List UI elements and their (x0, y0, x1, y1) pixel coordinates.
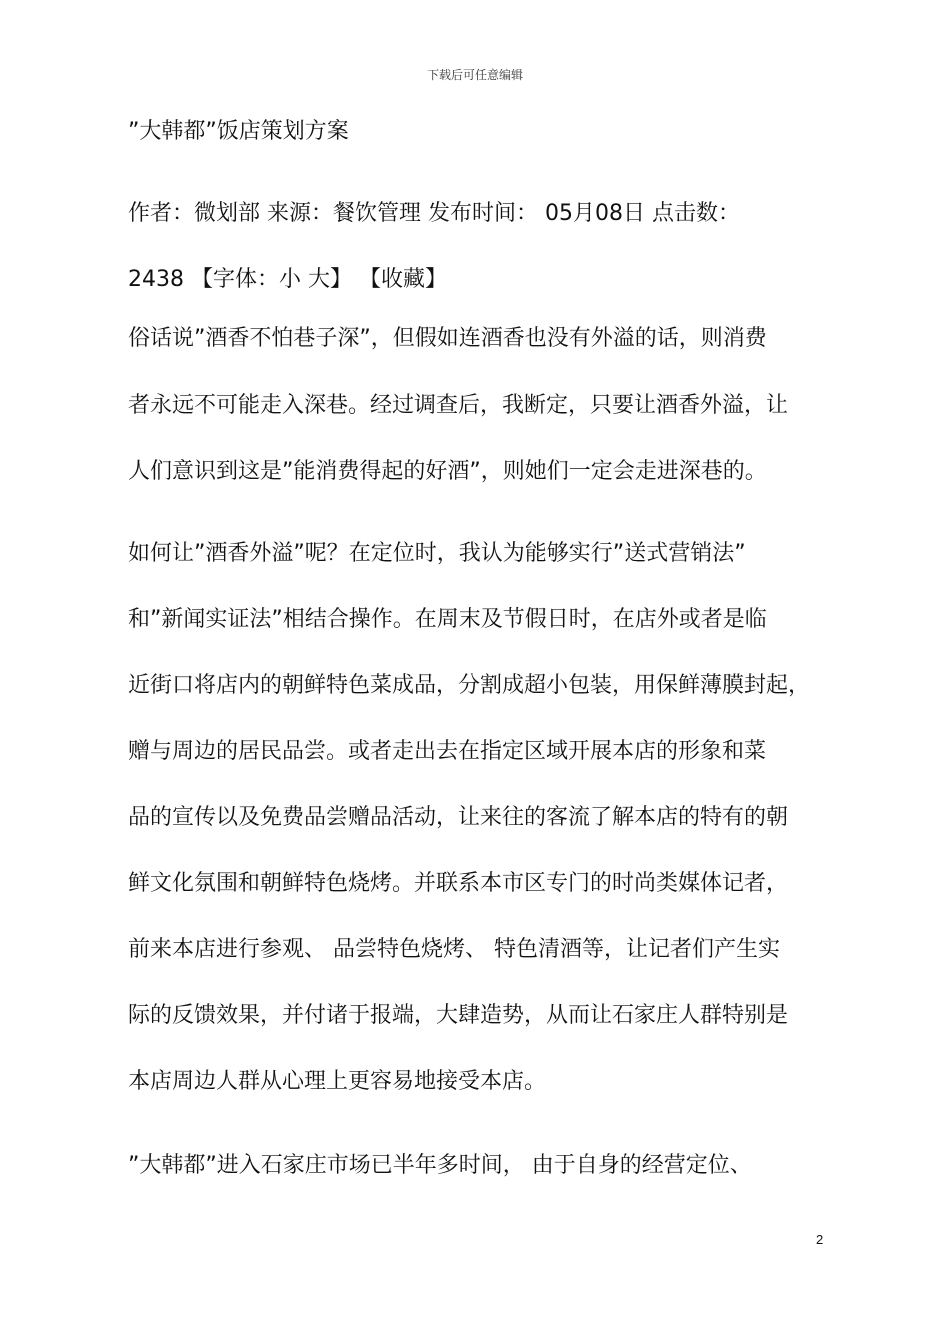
paragraph-line: 如何让”酒香外溢”呢？在定位时，我认为能够实行”送式营销法” (128, 541, 746, 566)
page-header: 下载后可任意编辑 (426, 68, 523, 82)
document-title: ”大韩都”饭店策划方案 (128, 119, 349, 144)
meta-line: 2438 【字体：小 大】 【收藏】 (128, 267, 447, 292)
paragraph-line: 鲜文化氛围和朝鲜特色烧烤。并联系本市区专门的时尚类媒体记者， (128, 871, 789, 896)
meta-line: 作者：微划部 来源：餐饮管理 发布时间： 05月08日 点击数： (128, 201, 740, 226)
paragraph-line: 品的宣传以及免费品尝赠品活动，让来往的客流了解本店的特有的朝 (128, 805, 789, 830)
paragraph-line: 俗话说”酒香不怕巷子深”，但假如连酒香也没有外溢的话，则消费 (128, 326, 767, 351)
paragraph-line: 人们意识到这是”能消费得起的好酒”，则她们一定会走进深巷的。 (128, 459, 767, 484)
paragraph-line: 际的反馈效果，并付诸于报端，大肆造势，从而让石家庄人群特别是 (128, 1003, 789, 1028)
paragraph-line: 者永远不可能走入深巷。经过调查后，我断定，只要让酒香外溢，让 (128, 393, 789, 418)
paragraph-line: 前来本店进行参观、 品尝特色烧烤、 特色清酒等，让记者们产生实 (128, 937, 780, 962)
page-number: 2 (816, 1232, 824, 1247)
paragraph-line: 赠与周边的居民品尝。或者走出去在指定区域开展本店的形象和菜 (128, 739, 767, 764)
paragraph-line: ”大韩都”进入石家庄市场已半年多时间， 由于自身的经营定位、 (128, 1153, 752, 1178)
paragraph-line: 和”新闻实证法”相结合操作。在周末及节假日时，在店外或者是临 (128, 607, 767, 632)
paragraph-line: 本店周边人群从心理上更容易地接受本店。 (128, 1069, 547, 1094)
paragraph-line: 近街口将店内的朝鲜特色菜成品，分割成超小包装，用保鲜薄膜封起， (128, 673, 811, 698)
